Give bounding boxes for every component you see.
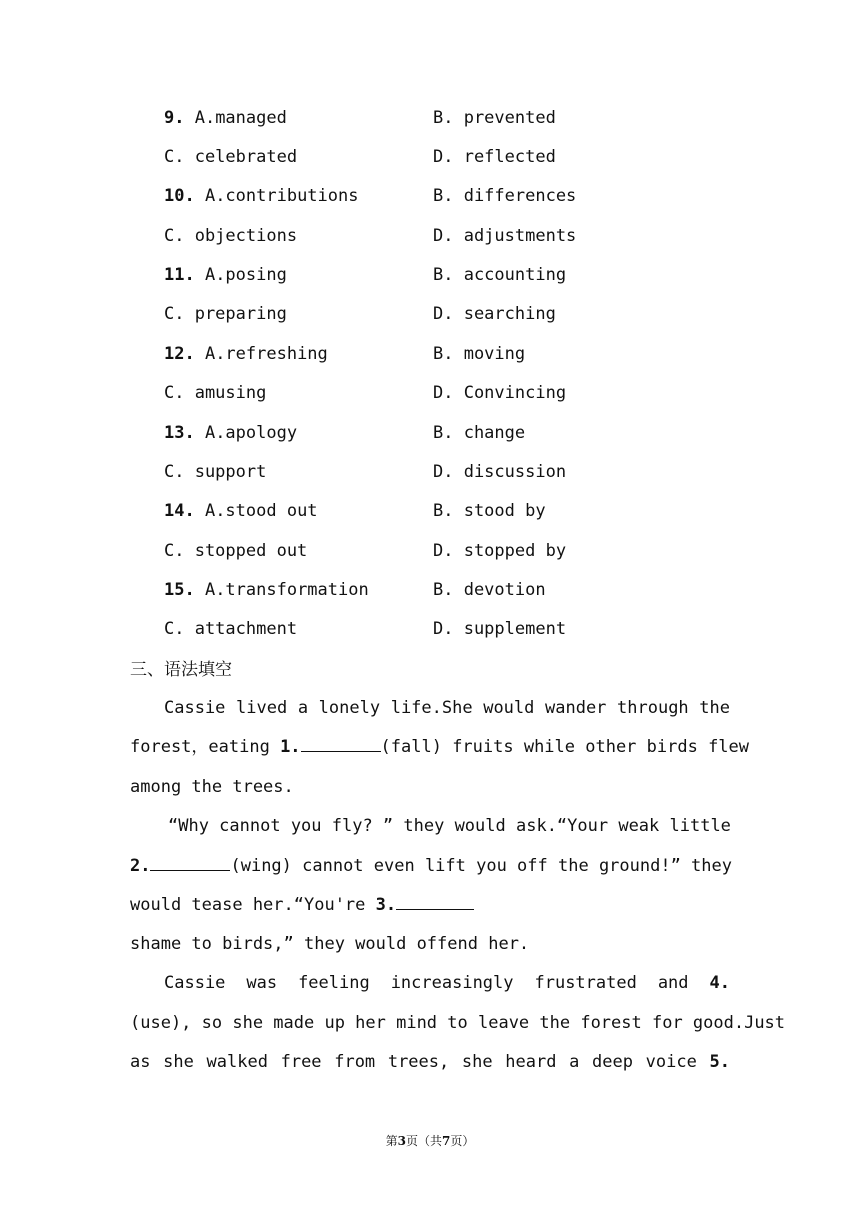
question-9-options-cd (164, 142, 764, 172)
option-b: B. moving (433, 344, 526, 364)
passage-line: 2. (wing) cannot even lift you off the ground!” they (130, 856, 732, 876)
question-number: 12. (164, 344, 195, 364)
question-13-options-cd (164, 457, 764, 487)
option-c: C. attachment (164, 619, 298, 639)
option-b: B. change (433, 423, 526, 443)
question-number: 14. (164, 501, 195, 521)
answer-blank (150, 854, 230, 871)
option-a: A.transformation (194, 580, 369, 600)
blank-number: 1. (280, 737, 301, 757)
blank-number: 2. (130, 856, 151, 876)
question-14-options-cd (164, 536, 764, 566)
question-13-options-ab (164, 418, 764, 448)
question-11-options-ab (164, 260, 764, 290)
question-number: 15. (164, 580, 195, 600)
option-a: A.contributions (194, 186, 359, 206)
question-12-options-cd (164, 378, 764, 408)
option-b: B. devotion (433, 580, 546, 600)
blank-number: 4. (709, 973, 730, 993)
option-a: A.apology (194, 423, 298, 443)
question-11-options-cd (164, 299, 764, 329)
option-c: C. preparing (164, 304, 287, 324)
passage-line: forest，eating 1. (fall) fruits while other birds flew (130, 737, 750, 757)
question-15-options-ab (164, 575, 764, 605)
option-b: B. stood by (433, 501, 546, 521)
page-footer: 第3页（共7页） (385, 1134, 475, 1148)
passage-line: as she walked free from trees, she heard a deep voice 5. (130, 1052, 730, 1072)
answer-blank (301, 735, 381, 752)
option-d: D. discussion (433, 462, 567, 482)
passage-line: among the trees. (130, 777, 294, 797)
question-15-options-cd (164, 614, 764, 644)
option-b: B. accounting (433, 265, 567, 285)
option-d: D. searching (433, 304, 556, 324)
option-d: D. adjustments (433, 226, 577, 246)
option-c: C. amusing (164, 383, 267, 403)
blank-number: 3. (375, 895, 397, 915)
question-10-options-ab (164, 181, 764, 211)
passage-line: “Why cannot you fly? ” they would ask.“Your weak little (168, 816, 731, 836)
question-number: 13. (164, 423, 195, 443)
option-a: A.stood out (194, 501, 318, 521)
question-number: 11. (164, 265, 195, 285)
passage-line: Cassie was feeling increasingly frustrated and 4. (164, 973, 730, 993)
option-d: D. Convincing (433, 383, 567, 403)
question-number: 10. (164, 186, 195, 206)
passage-line: Cassie lived a lonely life.She would wander through the (164, 698, 730, 718)
total-page-count: 7 (442, 1134, 451, 1148)
option-c: C. support (164, 462, 267, 482)
question-number: 9. (164, 108, 185, 128)
option-a: A.posing (194, 265, 287, 285)
question-14-options-ab (164, 496, 764, 526)
current-page-number: 3 (397, 1134, 406, 1148)
option-b: B. differences (433, 186, 577, 206)
passage-line: shame to birds,” they would offend her. (130, 934, 530, 954)
blank-number: 5. (709, 1052, 730, 1072)
question-12-options-ab (164, 339, 764, 369)
question-10-options-cd (164, 221, 764, 251)
option-d: D. supplement (433, 619, 567, 639)
option-a: A.managed (184, 108, 287, 128)
option-a: A.refreshing (194, 344, 328, 364)
option-c: C. stopped out (164, 541, 308, 561)
passage-line: would tease her.“You're 3. (130, 890, 730, 920)
option-b: B. prevented (433, 108, 556, 128)
passage-line: (use), so she made up her mind to leave the forest for good.Just (130, 1013, 786, 1033)
answer-blank (396, 893, 474, 910)
option-c: C. celebrated (164, 147, 298, 167)
section-title: 三、语法填空 (130, 660, 232, 680)
option-d: D. stopped by (433, 541, 567, 561)
option-c: C. objections (164, 226, 298, 246)
option-d: D. reflected (433, 147, 556, 167)
question-9-options-ab (164, 103, 764, 133)
